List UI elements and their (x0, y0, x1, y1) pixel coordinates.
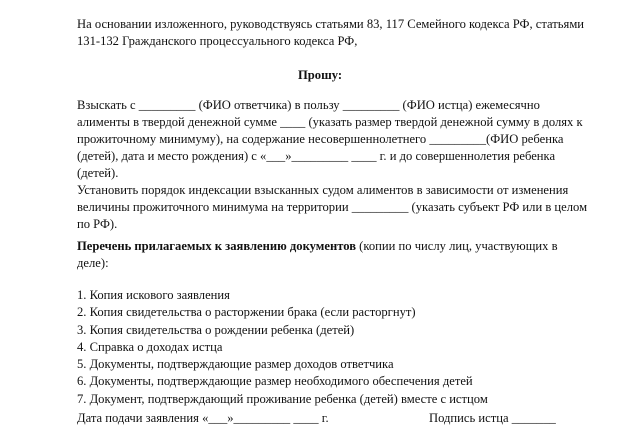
request-line: (детей), дата и место рождения) с «___»_________ ____ г. и до совершеннолетия ребенка (77, 149, 556, 163)
attachments-list (77, 287, 488, 408)
list-item: 2. Копия свидетельства о расторжении брака (если расторгнут) (77, 305, 416, 320)
list-item: 3. Копия свидетельства о рождении ребенка (детей) (77, 322, 355, 337)
request-line: величины прожиточного минимума на территории _________ (указать субъект РФ или в целом (77, 200, 588, 214)
list-item: 7. Документ, подтверждающий проживание ребенка (детей) вместе с истцом (77, 391, 488, 406)
intro-line: На основании изложенного, руководствуясь статьями 83, 117 Семейного кодекса РФ, статьями (77, 17, 585, 31)
filing-date: Дата подачи заявления «___»_________ ____ г. (77, 411, 329, 425)
attachments-heading-note: (копии по числу лиц, участвующих в (356, 239, 558, 253)
list-item: 4. Справка о доходах истца (77, 339, 223, 354)
list-item: 5. Документы, подтверждающие размер доходов ответчика (77, 357, 394, 372)
attachments-heading-bold: Перечень прилагаемых к заявлению документов (77, 239, 357, 253)
request-heading: Прошу: (297, 68, 343, 82)
list-item: 6. Документы, подтверждающие размер необходимого обеспечения детей (77, 374, 473, 389)
attachments-heading-line (77, 238, 577, 255)
request-line: алименты в твердой денежной сумме ____ (указать размер твердой денежной сумму в долях к (77, 115, 583, 129)
list-item: 1. Копия искового заявления (77, 288, 230, 302)
plaintiff-signature: Подпись истца _______ (429, 411, 556, 425)
intro-line: 131-132 Гражданского процессуального кодекса РФ, (77, 34, 358, 48)
request-paragraph (77, 97, 588, 233)
request-line: по РФ). (77, 217, 118, 231)
request-line: Взыскать с _________ (ФИО ответчика) в пользу _________ (ФИО истца) ежемесячно (77, 98, 540, 112)
request-line: Установить порядок индексации взысканных судом алиментов в зависимости от изменения (77, 183, 569, 197)
attachments-heading (77, 238, 577, 272)
request-line: прожиточному минимуму), на содержание несовершеннолетнего _________(ФИО ребенка (77, 132, 564, 146)
request-line: (детей). (77, 166, 119, 180)
intro-paragraph (77, 16, 585, 50)
attachments-heading-line: деле): (77, 256, 109, 270)
